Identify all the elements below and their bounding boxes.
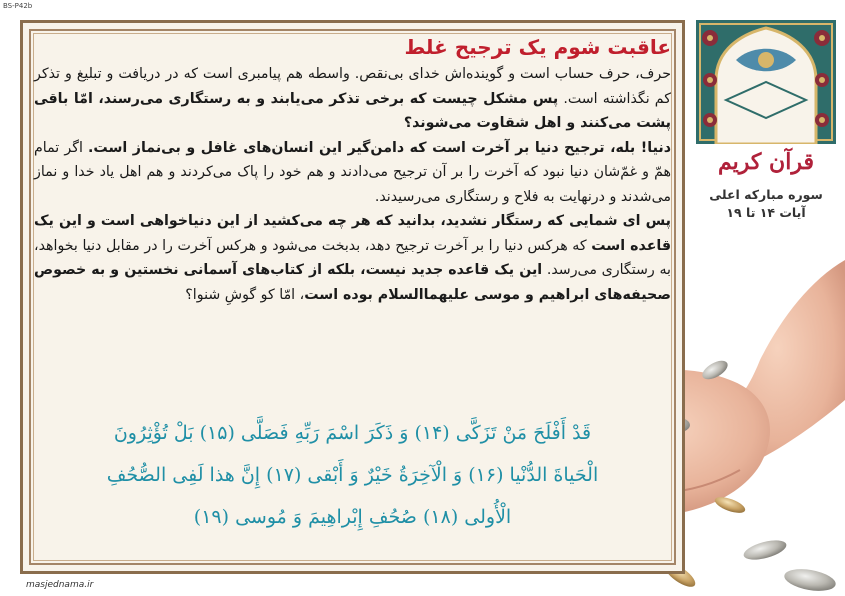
surah-name: سوره مبارکه اعلی — [709, 187, 823, 202]
paragraph-3-text-a: که هرکس دنیا را بر آخرت ترجیح دهد، بدبخت می‌شود و هرکس آخرت را در مقابل دنیا بخواهد، به رستگاری می‌رسد. — [34, 237, 672, 278]
paragraph-2 — [34, 136, 671, 210]
ayat-range: آیات ۱۴ تا ۱۹ — [726, 205, 806, 220]
paragraph-1 — [34, 62, 671, 136]
quran-title: قرآن کریم — [718, 149, 814, 175]
paragraph-2-bold: دنیا! بله، ترجیح دنیا بر آخرت است که دامن‌گیر این انسان‌های غافل و بی‌نماز است. — [88, 139, 671, 156]
verse-line-3: الْأُولی (۱۸) صُحُفِ إِبْراهِیمَ وَ مُوسی (۱۹) — [193, 506, 512, 528]
verse-line-2: الْحَیاةَ الدُّنْیا (۱۶) وَ الْآخِرَةُ خَیْرٌ وَ أَبْقی (۱۷) إِنَّ هذا لَفِی الصُّحُفِ — [106, 464, 599, 486]
paragraph-3-bold-b: این یک قاعده جدید نیست، بلکه از کتاب‌های آسمانی نخستین و به خصوص صحیفه‌های ابراهیم و موسی علیهماالسلام بوده است — [34, 262, 671, 303]
paragraph-3-bold-a: پس ای شمایی که رستگار نشدید، بدانید که هر چه می‌کشید از این دنیاخواهی است و این یک قاعده است — [34, 213, 672, 254]
verse-line-1: قَدْ أَفْلَحَ مَنْ تَزَکَّی (۱۴) وَ ذَکَرَ اسْمَ رَبِّهِ فَصَلَّی (۱۵) بَلْ تُؤْثِرُونَ — [113, 422, 592, 444]
paragraph-2-text: اگر تمام همّ و غمّ‌شان دنیا نبود که آخرت را بر آن ترجیح می‌دادند و هم خود را پاک می‌کردند و هم اهل یاد خدا و نماز می‌شدند و درنهایت به فلاح و رستگاری می‌رسیدند. — [34, 139, 671, 205]
paragraph-1-text: حرف، حرف حساب است و گوینده‌اش خدای بی‌نقص. واسطه هم پیامبری است که در دریافت و تبلیغ و تذکر کم نگذاشته است. — [34, 66, 671, 107]
article-title: عاقبت شوم یک ترجیح غلط — [404, 35, 671, 59]
paragraph-3-text-b: ، امّا کو گوشِ شنوا؟ — [185, 286, 305, 303]
paragraph-3 — [34, 209, 671, 307]
article-body — [34, 34, 671, 414]
islamic-ornament-icon — [696, 20, 836, 144]
paragraph-1-bold: پس مشکل چیست که برخی تذکر می‌یابند و به رستگاری می‌رسند، امّا باقی پشت می‌کنند و اهل شقاوت می‌شوند؟ — [34, 90, 671, 131]
site-url: masjednama.ir — [26, 580, 94, 590]
quran-verses — [34, 412, 671, 552]
side-panel — [696, 20, 836, 230]
corner-code: BS-P42b — [3, 2, 33, 10]
